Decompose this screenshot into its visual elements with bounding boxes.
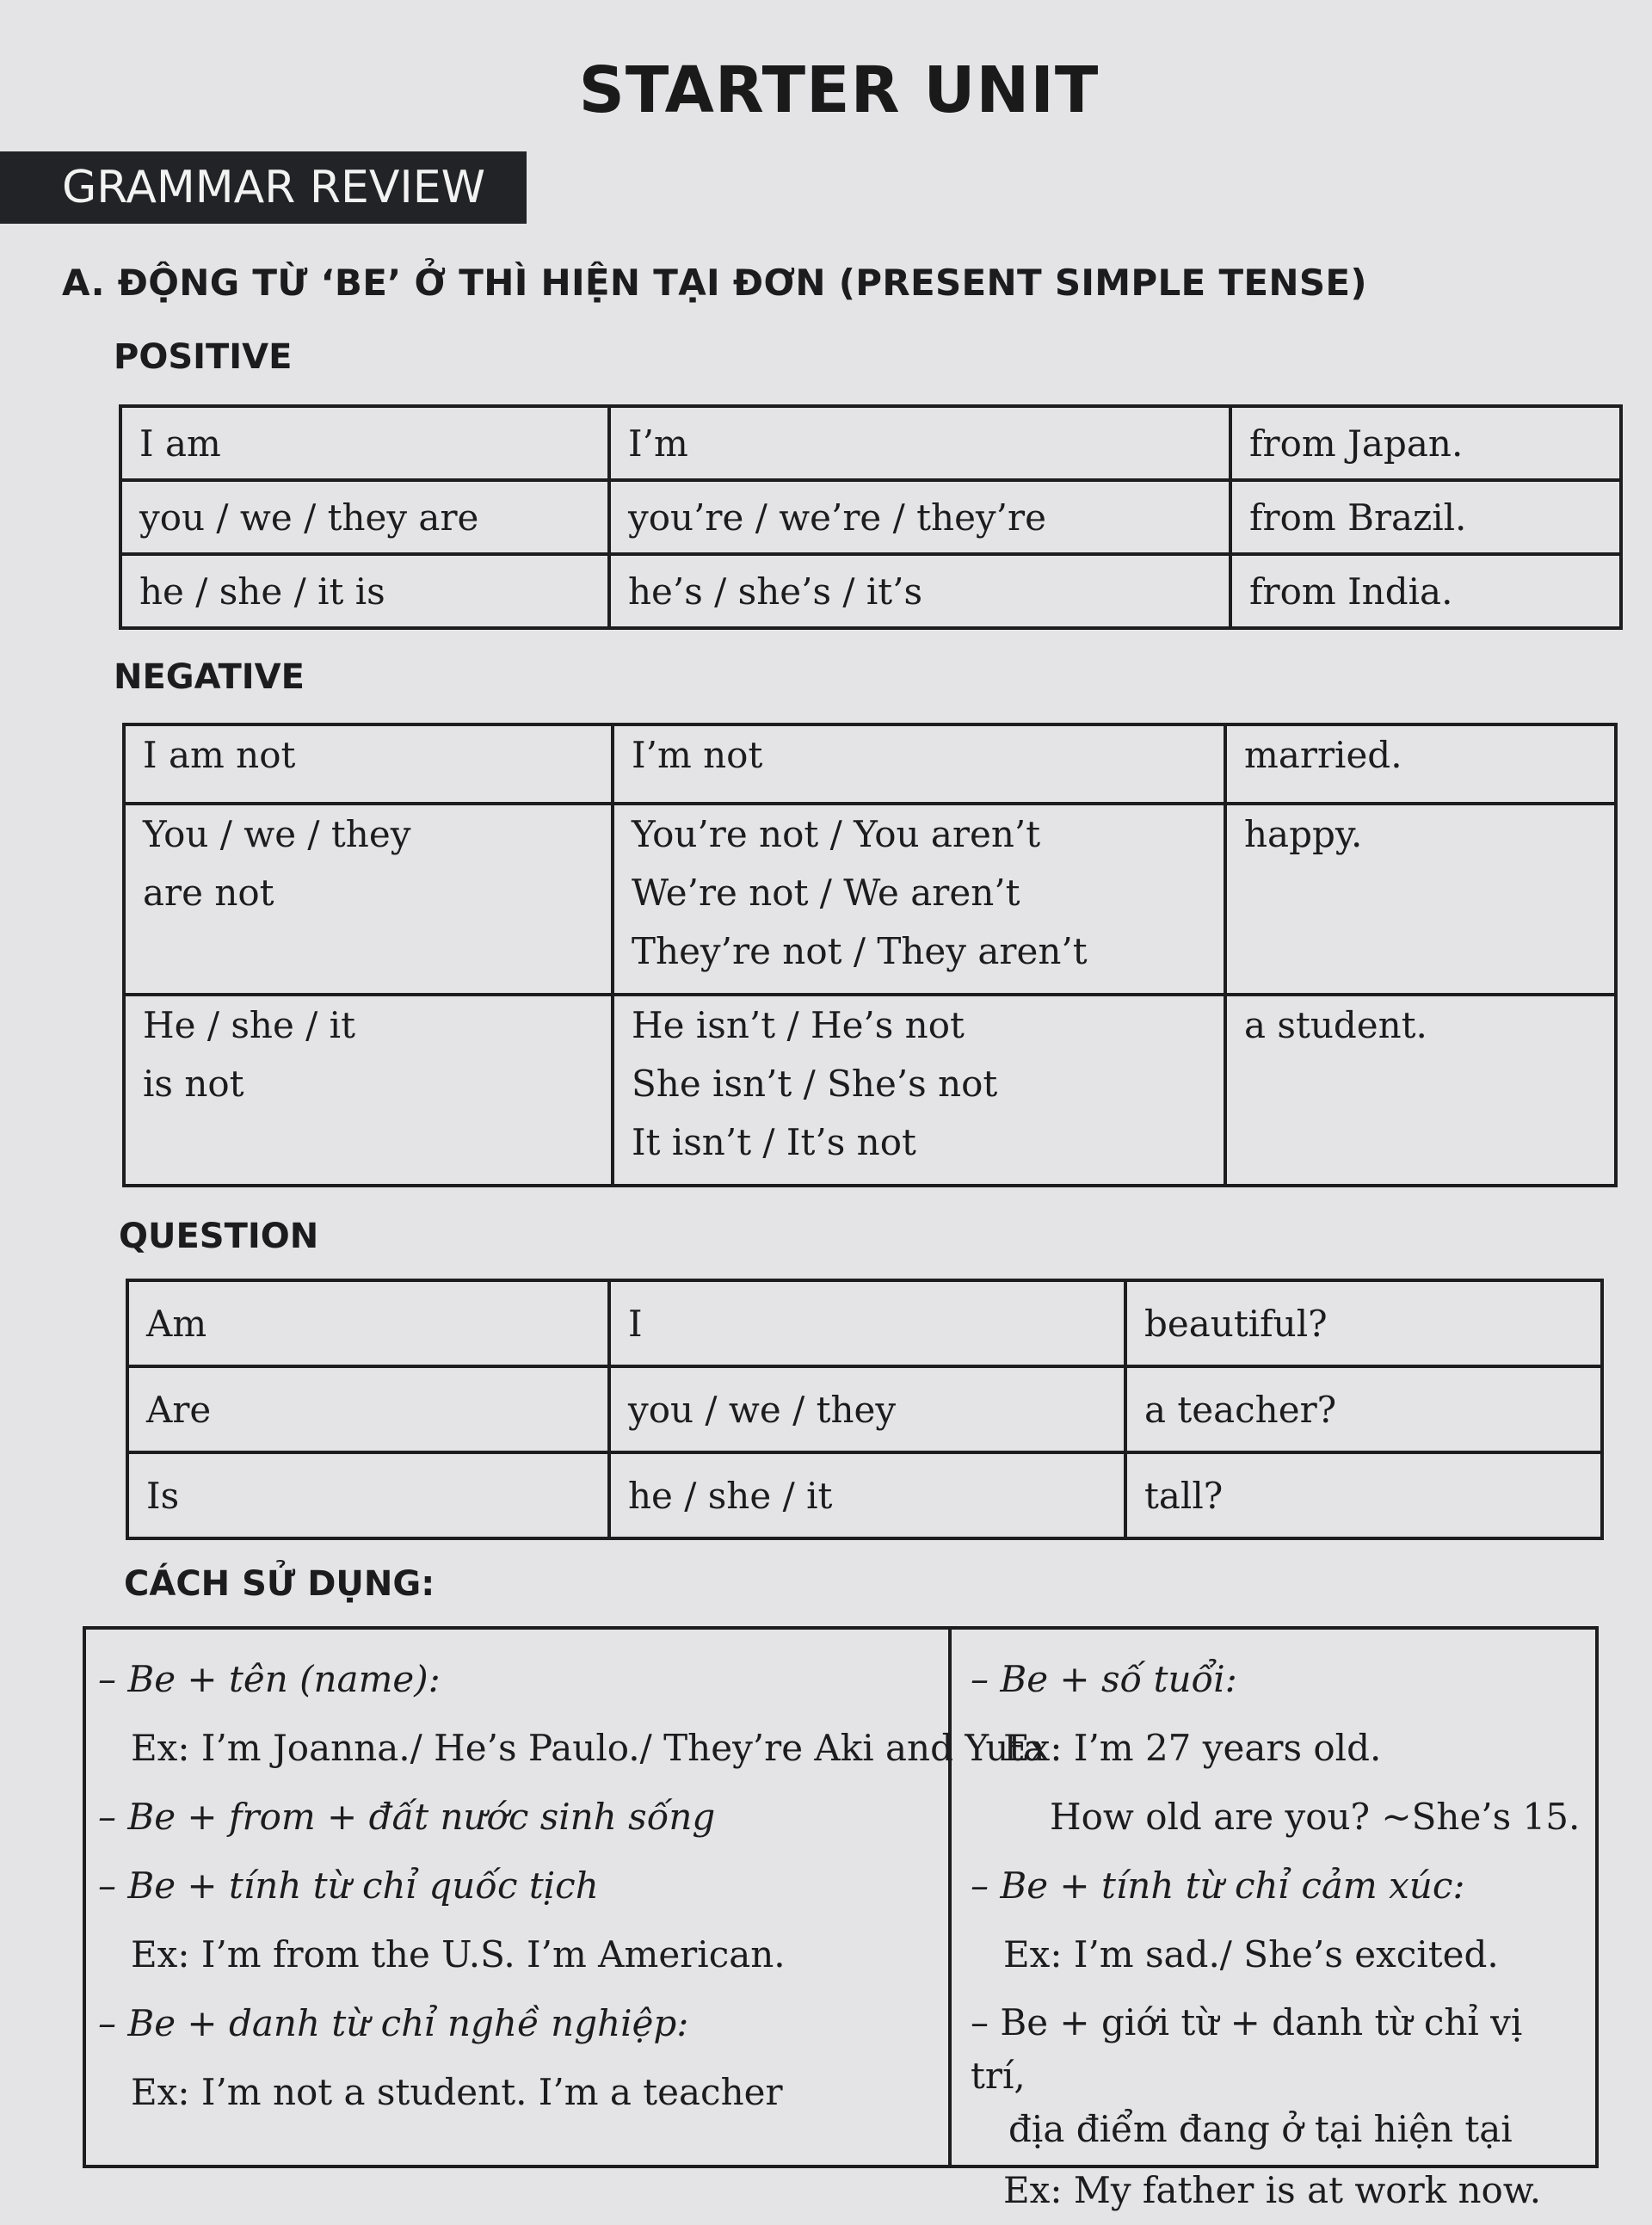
usage-example: Ex: I’m sad./ She’s excited. [1003, 1933, 1499, 1975]
question-table [126, 1279, 1604, 1540]
positive-label: POSITIVE [114, 337, 293, 377]
usage-example: Ex: I’m not a student. I’m a teacher [131, 2071, 783, 2113]
negative-table [122, 723, 1618, 1187]
table-row [124, 995, 1616, 1186]
usage-rule: – Be + danh từ chỉ nghề nghiệp: [98, 2002, 689, 2044]
positive-table [119, 404, 1623, 630]
table-cell: a student. [1225, 995, 1616, 1186]
table-row [120, 406, 1621, 480]
table-cell: from Brazil. [1230, 480, 1621, 554]
table-cell: I am not [124, 724, 613, 804]
table-cell: you’re / we’re / they’re [609, 480, 1230, 554]
table-cell: Is [127, 1452, 609, 1538]
usage-example: Ex: I’m 27 years old. [1003, 1727, 1382, 1769]
grammar-review-banner: GRAMMAR REVIEW [0, 151, 527, 224]
table-row [120, 554, 1621, 628]
table-cell: you / we / they are [120, 480, 609, 554]
table-cell: a teacher? [1125, 1366, 1602, 1452]
table-cell: happy. [1225, 804, 1616, 995]
usage-rule: – Be + tính từ chỉ quốc tịch [98, 1864, 599, 1907]
table-cell: from Japan. [1230, 406, 1621, 480]
usage-table [83, 1626, 1599, 2211]
table-cell: I’m [609, 406, 1230, 480]
usage-example: Ex: My father is at work now. [1003, 2169, 1542, 2211]
usage-example: Ex: I’m from the U.S. I’m American. [131, 1933, 786, 1975]
usage-example: Ex: I’m Joanna./ He’s Paulo./ They’re Aki and Yuta [131, 1727, 1045, 1769]
table-cell: He / she / it is not [124, 995, 613, 1186]
table-cell: I’m not [613, 724, 1225, 804]
usage-rule: – Be + số tuổi: [971, 1658, 1237, 1700]
table-cell: he / she / it is [120, 554, 609, 628]
table-cell: beautiful? [1125, 1280, 1602, 1366]
usage-left-column [86, 1630, 1045, 2165]
usage-rule: – Be + giới từ + danh từ chỉ vị trí, địa điểm đang ở tại hiện tại [971, 2001, 1523, 2150]
table-cell: You’re not / You aren’t We’re not / We aren’t They’re not / They aren’t [613, 804, 1225, 995]
table-cell: Am [127, 1280, 609, 1366]
usage-label: CÁCH SỬ DỤNG: [124, 1564, 435, 1604]
table-row [127, 1366, 1602, 1452]
table-row [127, 1452, 1602, 1538]
table-row [127, 1280, 1602, 1366]
table-cell: Are [127, 1366, 609, 1452]
table-cell: You / we / they are not [124, 804, 613, 995]
usage-rule: – Be + tên (name): [98, 1658, 441, 1700]
page-title: STARTER UNIT [578, 53, 1100, 127]
table-cell: married. [1225, 724, 1616, 804]
usage-rule: – Be + from + đất nước sinh sống [98, 1796, 716, 1838]
table-row [124, 724, 1616, 804]
question-label: QUESTION [119, 1217, 319, 1256]
table-row [120, 480, 1621, 554]
usage-right-column [952, 1630, 1595, 2211]
usage-example: How old are you? ~She’s 15. [1050, 1796, 1581, 1838]
table-cell: tall? [1125, 1452, 1602, 1538]
negative-label: NEGATIVE [114, 657, 305, 697]
table-cell: He isn’t / He’s not She isn’t / She’s not It isn’t / It’s not [613, 995, 1225, 1186]
table-cell: from India. [1230, 554, 1621, 628]
section-a-heading: A. ĐỘNG TỪ ‘BE’ Ở THÌ HIỆN TẠI ĐƠN (PRESENT SIMPLE TENSE) [62, 262, 1367, 304]
table-row [124, 804, 1616, 995]
table-cell: he / she / it [609, 1452, 1125, 1538]
table-cell: you / we / they [609, 1366, 1125, 1452]
table-cell: I [609, 1280, 1125, 1366]
table-cell: he’s / she’s / it’s [609, 554, 1230, 628]
table-cell: I am [120, 406, 609, 480]
usage-rule: – Be + tính từ chỉ cảm xúc: [971, 1864, 1465, 1907]
